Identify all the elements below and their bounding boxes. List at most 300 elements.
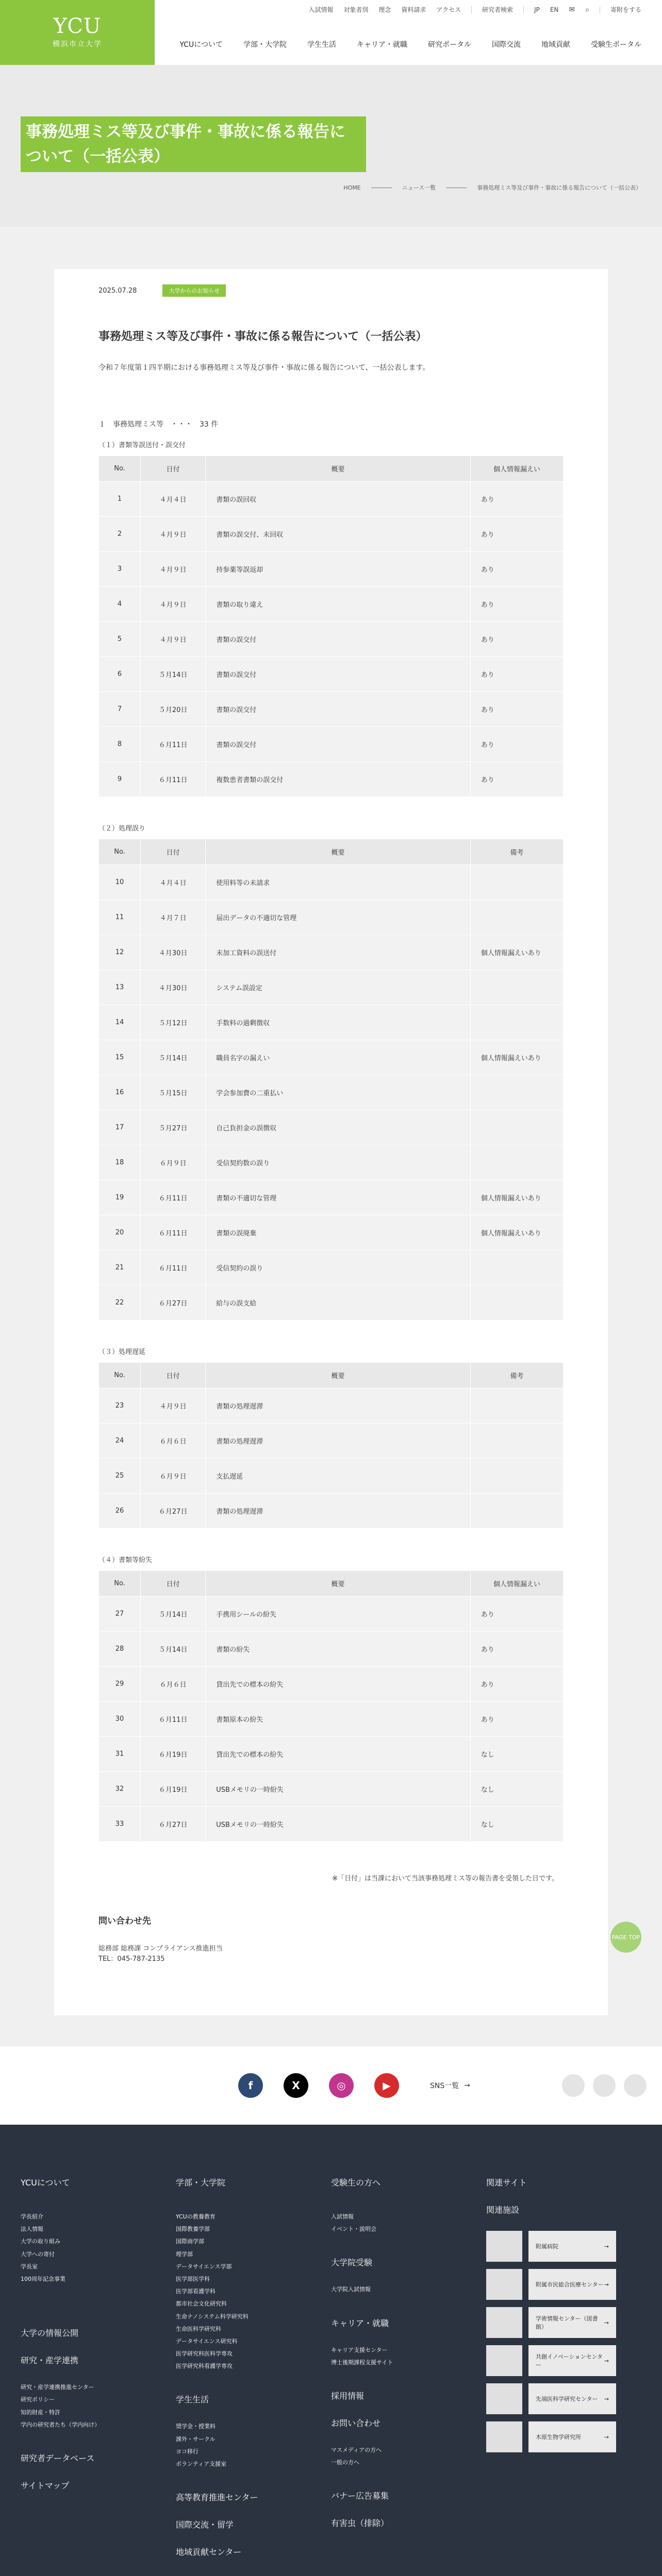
table-cell: あり (470, 762, 563, 797)
footer-heading[interactable]: 高等教育推進センター (176, 2493, 258, 2503)
table-cell: ５月27日 (141, 1110, 206, 1145)
table-cell: ４月30日 (141, 970, 206, 1005)
facility-banner[interactable] (486, 2421, 641, 2452)
footer-heading[interactable]: サイトマップ (21, 2480, 70, 2490)
table-cell: ５月20日 (141, 692, 206, 727)
table-cell: 8 (99, 727, 141, 762)
facility-image (486, 2383, 522, 2414)
footer-link[interactable]: ヨコ移行 (176, 2448, 198, 2455)
table-cell: 個人情報漏えいあり (470, 935, 563, 970)
table-cell: 書類の誤交付 (206, 727, 471, 762)
table-row (99, 1632, 564, 1667)
table-cell: 2 (99, 517, 141, 552)
table-cell: ６月19日 (141, 1772, 206, 1807)
table-row (99, 517, 564, 552)
arrow-right-icon: → (604, 2319, 609, 2326)
footer-links (176, 2420, 331, 2470)
footer-links (331, 2211, 486, 2235)
incident-table (98, 1362, 564, 1529)
table-cell (470, 1110, 563, 1145)
table-note: ※「日付」は当課において当該事務処理ミス等の報告書を受領した日です。 (332, 1875, 558, 1883)
arrow-right-icon: → (604, 2395, 609, 2402)
footer-link[interactable]: データサイエンス学部 (176, 2263, 232, 2270)
facility-banner[interactable] (486, 2231, 641, 2262)
article-card (54, 269, 608, 2015)
footer-link[interactable]: 法人情報 (21, 2226, 43, 2233)
util-link-access[interactable]: アクセス (436, 6, 461, 13)
x-icon[interactable]: X (284, 2073, 308, 2098)
table-row (99, 1145, 564, 1180)
incident-table (98, 455, 564, 797)
facility-label: 附属病院 (536, 2243, 558, 2250)
table-cell: あり (470, 1667, 563, 1702)
table-row (99, 935, 564, 970)
footer-link[interactable]: 生命ナノシステム科学研究科 (176, 2313, 249, 2320)
table-cell: ６月11日 (141, 1702, 206, 1737)
table-cell: 20 (99, 1215, 141, 1250)
article-meta (98, 284, 564, 297)
table-row (99, 1250, 564, 1285)
footer-link[interactable]: 研究・産学連携推進センター (21, 2384, 94, 2391)
table-header-cell: 日付 (141, 839, 206, 865)
footer-heading[interactable]: バナー広告募集 (331, 2491, 389, 2501)
table-cell: ６月９日 (141, 1459, 206, 1494)
table-cell: 受信契約の誤り (206, 1250, 471, 1285)
facebook-icon[interactable]: f (238, 2073, 263, 2098)
table-header-cell: 日付 (141, 456, 206, 482)
footer-heading[interactable]: 関連サイト (486, 2178, 527, 2188)
table-heading: （２）処理誤り (98, 825, 146, 833)
table-cell: 書類の処理遅滞 (206, 1494, 471, 1529)
table-cell: あり (470, 482, 563, 517)
table-row (99, 1005, 564, 1040)
table-cell: 12 (99, 935, 141, 970)
util-divider (471, 6, 472, 13)
table-cell (470, 1250, 563, 1285)
partner-logo[interactable] (624, 2074, 647, 2097)
footer-heading[interactable]: 大学院受験 (331, 2258, 373, 2268)
partner-logo[interactable] (562, 2074, 585, 2097)
arrow-right-icon: → (604, 2357, 609, 2364)
footer-heading[interactable]: 学生生活 (176, 2395, 209, 2405)
sns-list-link[interactable] (430, 2080, 470, 2091)
table-cell: ４月９日 (141, 622, 206, 657)
table-cell (470, 1075, 563, 1110)
table-cell: 9 (99, 762, 141, 797)
util-link-philosophy[interactable]: 理念 (378, 6, 391, 13)
table-cell: 6 (99, 657, 141, 692)
table-cell (470, 1423, 563, 1459)
footer-col-faculties (176, 2176, 331, 2573)
table-cell: 29 (99, 1667, 141, 1702)
site-logo[interactable] (0, 0, 155, 65)
table-cell: 3 (99, 552, 141, 587)
facility-image (486, 2345, 522, 2376)
table-cell: ４月９日 (141, 552, 206, 587)
nav-item-research[interactable]: 研究ポータル (428, 41, 471, 49)
table-cell: 13 (99, 970, 141, 1005)
table-cell: ６月27日 (141, 1285, 206, 1320)
table-cell: 21 (99, 1250, 141, 1285)
table-cell: 32 (99, 1772, 141, 1807)
table-heading: （３）処理遅延 (98, 1348, 146, 1356)
article-intro: 令和７年度第１四半期における事務処理ミス等及び事件・事故に係る報告について、一括公表します。 (98, 364, 430, 372)
footer-link[interactable]: 大学院入試情報 (331, 2286, 371, 2293)
footer-link[interactable]: 入試情報 (331, 2213, 354, 2220)
table-cell: 支払遅延 (206, 1459, 471, 1494)
table-cell: ６月19日 (141, 1737, 206, 1772)
logo-main-text: YCU (53, 14, 102, 38)
footer-heading[interactable]: YCUについて (21, 2178, 70, 2188)
footer-heading[interactable]: 学部・大学院 (176, 2178, 226, 2188)
footer-heading[interactable]: 地域貢献センター (176, 2547, 242, 2557)
table-cell: 33 (99, 1807, 141, 1842)
table-cell: ５月14日 (141, 1597, 206, 1632)
table-row (99, 482, 564, 517)
table-cell: 27 (99, 1597, 141, 1632)
table-cell: あり (470, 517, 563, 552)
incident-tables (98, 439, 564, 1857)
nav-item-community[interactable]: 地域貢献 (541, 41, 570, 49)
facility-banners (486, 2231, 641, 2452)
table-cell: 受信契約数の誤り (206, 1145, 471, 1180)
footer-link[interactable]: ボランティア支援室 (176, 2461, 227, 2467)
footer-heading[interactable]: 研究・産学連携 (21, 2355, 79, 2366)
table-cell: ５月14日 (141, 1040, 206, 1075)
table-cell: ６月11日 (141, 1180, 206, 1215)
nav-item-career[interactable]: キャリア・就職 (357, 41, 407, 49)
page-top-button[interactable]: PAGE TOP (610, 1922, 641, 1953)
page-hero (0, 65, 662, 227)
footer-link[interactable]: 博士後期課程支援サイト (331, 2359, 393, 2366)
instagram-icon[interactable]: ◎ (329, 2073, 354, 2098)
footer-link[interactable]: 国際商学部 (176, 2238, 204, 2245)
arrow-right-icon: → (604, 2243, 609, 2250)
footer-heading[interactable]: 国際交流・留学 (176, 2520, 234, 2530)
table-cell (470, 1388, 563, 1423)
footer-col-applicants (331, 2176, 486, 2573)
table-row (99, 1702, 564, 1737)
table-cell: 23 (99, 1388, 141, 1423)
table-row (99, 1667, 564, 1702)
table-cell: 個人情報漏えいあり (470, 1180, 563, 1215)
table-row (99, 1388, 564, 1423)
facility-label: 共創イノベーションセンター (536, 2353, 603, 2368)
footer-link[interactable]: 都市社会文化研究科 (176, 2300, 227, 2308)
table-cell: あり (470, 552, 563, 587)
table-cell: 個人情報漏えいあり (470, 1215, 563, 1250)
footer-link[interactable]: 一般の方へ (331, 2459, 359, 2466)
incident-table (98, 839, 564, 1320)
table-cell: あり (470, 587, 563, 622)
facility-image (486, 2231, 522, 2262)
table-header-cell: 個人情報漏えい (470, 1571, 563, 1597)
breadcrumb-home[interactable]: HOME (343, 184, 361, 191)
table-header-cell: 備考 (470, 839, 563, 865)
table-cell: ５月14日 (141, 657, 206, 692)
table-cell: 書類の処理遅滞 (206, 1423, 471, 1459)
partner-logos (562, 2074, 647, 2097)
table-cell: 書類の誤回収 (206, 482, 471, 517)
facility-link[interactable] (528, 2307, 616, 2338)
table-row (99, 762, 564, 797)
footer-link[interactable]: 医学研究科医科学専攻 (176, 2350, 233, 2358)
table-header-cell: 日付 (141, 1363, 206, 1388)
table-cell: 職員名字の漏えい (206, 1040, 471, 1075)
footer-link[interactable]: 理学部 (176, 2250, 193, 2258)
main-nav (179, 39, 641, 49)
table-cell: ４月４日 (141, 482, 206, 517)
facility-link[interactable] (528, 2383, 616, 2414)
breadcrumb (343, 183, 641, 192)
facility-label: 先端医科学研究センター (536, 2396, 598, 2402)
facility-banner[interactable] (486, 2345, 641, 2376)
footer-link[interactable]: 研究ポリシー (21, 2396, 55, 2403)
table-cell: 書類の紛失 (206, 1632, 471, 1667)
table-row (99, 657, 564, 692)
footer-heading[interactable]: お問い合わせ (331, 2418, 381, 2428)
table-cell: 30 (99, 1702, 141, 1737)
table-cell: 10 (99, 865, 141, 900)
table-cell: 手携用シールの紛失 (206, 1597, 471, 1632)
content-area (0, 227, 662, 2046)
table-row (99, 1040, 564, 1075)
sns-list-label: SNS一覧 (430, 2082, 459, 2090)
footer-link[interactable]: 国際教養学部 (176, 2226, 210, 2233)
table-header-cell: No. (99, 1363, 141, 1388)
nav-item-applicants[interactable]: 受験生ポータル (591, 41, 641, 49)
facility-link[interactable] (528, 2231, 616, 2262)
table-heading: （４）書類等紛失 (98, 1556, 153, 1564)
footer-links (21, 2211, 176, 2285)
table-cell: 5 (99, 622, 141, 657)
table-cell: 7 (99, 692, 141, 727)
donate-link[interactable]: 寄附をする (610, 6, 641, 13)
table-cell: 書類の誤交付、未回収 (206, 517, 471, 552)
table-cell: 14 (99, 1005, 141, 1040)
table-cell: 26 (99, 1494, 141, 1529)
util-link-brochure[interactable]: 資料請求 (401, 6, 426, 13)
table-cell: ５月12日 (141, 1005, 206, 1040)
facility-image (486, 2307, 522, 2338)
table-cell: あり (470, 622, 563, 657)
site-footer (0, 2125, 662, 2576)
table-cell: ５月15日 (141, 1075, 206, 1110)
footer-link[interactable]: 医学研究科看護学専攻 (176, 2363, 233, 2370)
facility-banner[interactable] (486, 2307, 641, 2338)
footer-link[interactable]: 課外・サークル (176, 2435, 216, 2443)
table-cell: 書類の不適切な管理 (206, 1180, 471, 1215)
table-cell: ６月11日 (141, 1250, 206, 1285)
table-cell (470, 865, 563, 900)
table-header-cell: 概要 (206, 1571, 471, 1597)
table-row (99, 692, 564, 727)
footer-heading[interactable]: 大学の情報公開 (21, 2328, 79, 2338)
table-cell: 貸出先での標本の紛失 (206, 1667, 471, 1702)
table-cell: 書類の処理遅滞 (206, 1388, 471, 1423)
table-row (99, 587, 564, 622)
footer-links (331, 2444, 486, 2469)
table-cell: なし (470, 1772, 563, 1807)
footer-link[interactable]: 学長紹介 (21, 2213, 43, 2220)
footer-link[interactable]: 大学への寄付 (21, 2250, 55, 2258)
article-date: 2025.07.28 (98, 286, 137, 295)
table-cell: 貸出先での標本の紛失 (206, 1737, 471, 1772)
article-title: 事務処理ミス等及び事件・事故に係る報告について（一括公表） (98, 330, 427, 343)
mail-icon[interactable]: ✉ (569, 5, 575, 14)
facility-image (486, 2269, 522, 2300)
table-row (99, 1110, 564, 1145)
footer-links (176, 2211, 331, 2372)
footer-heading[interactable]: 有害虫（排除） (331, 2518, 389, 2529)
facility-banner[interactable] (486, 2383, 641, 2414)
table-cell: 未加工資料の誤送付 (206, 935, 471, 970)
table-cell: あり (470, 1702, 563, 1737)
youtube-icon[interactable]: ▶ (374, 2073, 399, 2098)
footer-link[interactable]: 知的財産・特許 (21, 2409, 60, 2416)
table-cell: ６月６日 (141, 1667, 206, 1702)
footer-link[interactable]: キャリア支援センター (331, 2346, 388, 2353)
table-cell: ４月９日 (141, 587, 206, 622)
table-cell: 22 (99, 1285, 141, 1320)
table-cell: 25 (99, 1459, 141, 1494)
site-header (0, 0, 662, 65)
partner-logo[interactable] (593, 2074, 616, 2097)
facility-banner[interactable] (486, 2269, 641, 2300)
table-cell: USBメモリの一時紛失 (206, 1772, 471, 1807)
table-row (99, 552, 564, 587)
table-cell: ４月７日 (141, 900, 206, 935)
footer-link[interactable]: 医学部看護学科 (176, 2288, 216, 2295)
incident-table (98, 1570, 564, 1842)
table-row (99, 1285, 564, 1320)
table-cell: ６月11日 (141, 727, 206, 762)
table-cell: 24 (99, 1423, 141, 1459)
nav-item-student-life[interactable]: 学生生活 (307, 41, 336, 49)
footer-link[interactable]: YCUの教養教育 (176, 2213, 216, 2220)
contact-phone: TEL：045-787-2135 (98, 1955, 165, 1963)
logo-sub-text: 横浜市立大学 (53, 40, 102, 48)
footer-heading[interactable]: 採用情報 (331, 2391, 365, 2401)
footer-link[interactable]: 学長室 (21, 2263, 38, 2270)
nav-item-international[interactable]: 国際交流 (492, 41, 521, 49)
table-cell: 書類の取り違え (206, 587, 471, 622)
footer-link[interactable]: 生命医科学研究科 (176, 2325, 221, 2332)
table-cell: 書類の誤廃棄 (206, 1215, 471, 1250)
table-row (99, 1423, 564, 1459)
table-row (99, 1807, 564, 1842)
table-header-cell: 概要 (206, 839, 471, 865)
table-cell: 持参薬等誤返却 (206, 552, 471, 587)
table-header-cell: 日付 (141, 1571, 206, 1597)
table-cell: 届出データの不適切な管理 (206, 900, 471, 935)
table-row (99, 1597, 564, 1632)
footer-link[interactable]: マスメディアの方へ (331, 2446, 382, 2453)
page-title: 事務処理ミス等及び事件・事故に係る報告について（一括公表） (21, 116, 366, 172)
search-icon[interactable]: ⌕ (585, 5, 589, 14)
lang-jp-link[interactable]: JP (534, 6, 540, 13)
facility-link[interactable] (528, 2269, 616, 2300)
table-cell: あり (470, 1632, 563, 1667)
table-cell: ６月27日 (141, 1494, 206, 1529)
table-cell (470, 1145, 563, 1180)
table-cell: ４月30日 (141, 935, 206, 970)
footer-link[interactable]: 学内の研究者たち（学内向け） (21, 2421, 100, 2428)
util-link-admissions[interactable]: 入試情報 (308, 6, 334, 13)
contact-title: 問い合わせ先 (98, 1916, 151, 1926)
table-cell: なし (470, 1807, 563, 1842)
footer-heading[interactable]: キャリア・就職 (331, 2318, 389, 2328)
table-cell: 1 (99, 482, 141, 517)
footer-link[interactable]: イベント・説明会 (331, 2226, 376, 2233)
breadcrumb-news[interactable]: ニュース一覧 (402, 184, 436, 191)
footer-link[interactable]: 大学の取り組み (21, 2238, 60, 2245)
table-cell (470, 970, 563, 1005)
table-cell (470, 1494, 563, 1529)
lang-en-link[interactable]: EN (550, 6, 559, 13)
section-heading: １ 事務処理ミス等 ・・・ 33 件 (98, 420, 219, 429)
facility-link[interactable] (528, 2345, 616, 2376)
footer-col-about (21, 2176, 176, 2573)
table-cell: 書類の誤交付 (206, 622, 471, 657)
table-header-cell: 個人情報漏えい (470, 456, 563, 482)
table-cell: 書類の誤交付 (206, 657, 471, 692)
table-cell (470, 1285, 563, 1320)
table-cell: あり (470, 692, 563, 727)
table-heading: （１）書類等誤送付・誤交付 (98, 442, 186, 449)
util-link-researcher-search[interactable]: 研究者検索 (482, 6, 514, 13)
facility-link[interactable] (528, 2421, 616, 2452)
table-cell: あり (470, 657, 563, 692)
table-cell: ５月14日 (141, 1632, 206, 1667)
category-tag[interactable]: 大学からのお知らせ (162, 284, 226, 297)
footer-link[interactable]: 100周年記念事業 (21, 2275, 65, 2282)
table-cell: 書類原本の紛失 (206, 1702, 471, 1737)
table-cell: 個人情報漏えいあり (470, 1040, 563, 1075)
footer-heading[interactable]: 受験生の方へ (331, 2178, 381, 2188)
table-cell: 自己負担金の誤徴収 (206, 1110, 471, 1145)
table-row (99, 1215, 564, 1250)
footer-link[interactable]: 医学部医学科 (176, 2275, 210, 2282)
table-row (99, 900, 564, 935)
footer-heading[interactable]: 研究者データベース (21, 2453, 95, 2463)
footer-links (331, 2344, 486, 2369)
table-cell: ６月11日 (141, 762, 206, 797)
table-row (99, 1075, 564, 1110)
util-divider (523, 6, 524, 13)
table-row (99, 727, 564, 762)
table-cell: あり (470, 727, 563, 762)
util-link-audience[interactable]: 対象者別 (343, 6, 369, 13)
table-cell: ６月６日 (141, 1423, 206, 1459)
table-cell: 手数料の過剰徴収 (206, 1005, 471, 1040)
nav-item-about[interactable]: YCUについて (179, 41, 223, 49)
arrow-right-icon: → (604, 2281, 609, 2288)
nav-item-faculties[interactable]: 学部・大学院 (243, 41, 287, 49)
table-header-cell: 備考 (470, 1363, 563, 1388)
table-cell: 学会参加費の二重払い (206, 1075, 471, 1110)
table-row (99, 1459, 564, 1494)
facility-image (486, 2421, 522, 2452)
table-row (99, 970, 564, 1005)
footer-links (21, 2381, 176, 2431)
table-cell: 18 (99, 1145, 141, 1180)
table-cell: システム誤設定 (206, 970, 471, 1005)
table-row (99, 1494, 564, 1529)
footer-link[interactable]: データサイエンス研究科 (176, 2337, 238, 2345)
footer-link[interactable]: 奨学金・授業料 (176, 2423, 216, 2430)
table-cell (470, 1459, 563, 1494)
